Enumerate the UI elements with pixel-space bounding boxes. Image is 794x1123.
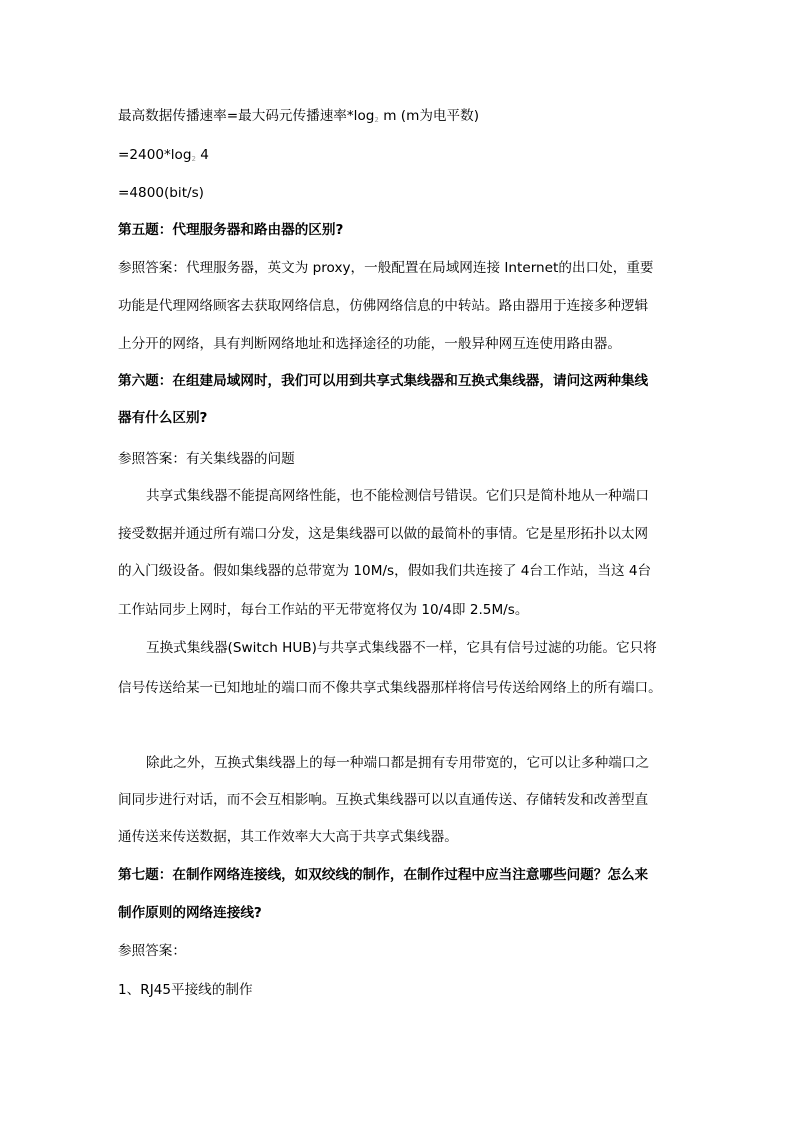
answer-line: 参照答案：代理服务器，英文为 proxy，一般配置在局域网连接 Internet的出口处，重要 — [118, 260, 654, 276]
paragraph-line: 通传送来传送数据，其工作效率大大高于共享式集线器。 — [118, 829, 458, 845]
formula-line-3: =4800(bit/s) — [118, 185, 204, 201]
log-base: 2 — [374, 116, 379, 124]
answer-line: 功能是代理网络顾客去获取网络信息，仿佛网络信息的中转站。路由器用于连接多种逻辑 — [118, 298, 649, 314]
question-7-title: 第七题：在制作网络连接线，如双绞线的制作，在制作过程中应当注意哪些问题？怎么来 — [118, 867, 649, 883]
formula-text: m (m为电平数) — [378, 108, 479, 124]
answer-intro: 参照答案：有关集线器的问题 — [118, 451, 295, 467]
paragraph-line: 工作站同步上网时，每台工作站的平无带宽将仅为 10/4即 2.5M/s。 — [118, 602, 529, 618]
paragraph-line: 的入门级设备。假如集线器的总带宽为 10M/s，假如我们共连接了 4台工作站，当这 4台 — [118, 563, 652, 579]
question-7-title: 制作原则的网络连接线? — [118, 905, 262, 921]
paragraph-line: 互换式集线器(Switch HUB)与共享式集线器不一样，它具有信号过滤的功能。它只将 — [146, 640, 657, 656]
paragraph-line: 接受数据并通过所有端口分发，这是集线器可以做的最简朴的事情。它是星形拓扑以太网 — [118, 526, 649, 542]
list-item: 1、RJ45平接线的制作 — [118, 982, 253, 998]
answer-line: 上分开的网络，具有判断网络地址和选择途径的功能，一般异种网互连使用路由器。 — [118, 336, 621, 352]
formula-text: 4 — [195, 147, 209, 163]
paragraph-line: 间同步进行对话，而不会互相影响。互换式集线器可以以直通传送、存储转发和改善型直 — [118, 792, 649, 808]
formula-line-1 — [118, 107, 479, 129]
paragraph-line: 共享式集线器不能提高网络性能，也不能检测信号错误。它们只是简朴地从一种端口 — [146, 488, 649, 504]
formula-text: 最高数据传播速率=最大码元传播速率*log — [118, 108, 375, 124]
paragraph-line: 信号传送给某一已知地址的端口而不像共享式集线器那样将信号传送给网络上的所有端口。 — [118, 680, 662, 696]
question-6-title: 第六题：在组建局域网时，我们可以用到共享式集线器和互换式集线器，请问这两种集线 — [118, 373, 649, 389]
paragraph-line: 除此之外，互换式集线器上的每一种端口都是拥有专用带宽的，它可以让多种端口之 — [146, 755, 649, 771]
formula-line-2 — [118, 146, 209, 168]
log-base: 2 — [191, 155, 196, 163]
formula-text: =2400*log — [118, 147, 192, 163]
question-5-title: 第五题：代理服务器和路由器的区别? — [118, 222, 344, 238]
question-6-title: 器有什么区别? — [118, 410, 208, 426]
answer-intro: 参照答案： — [118, 943, 186, 959]
